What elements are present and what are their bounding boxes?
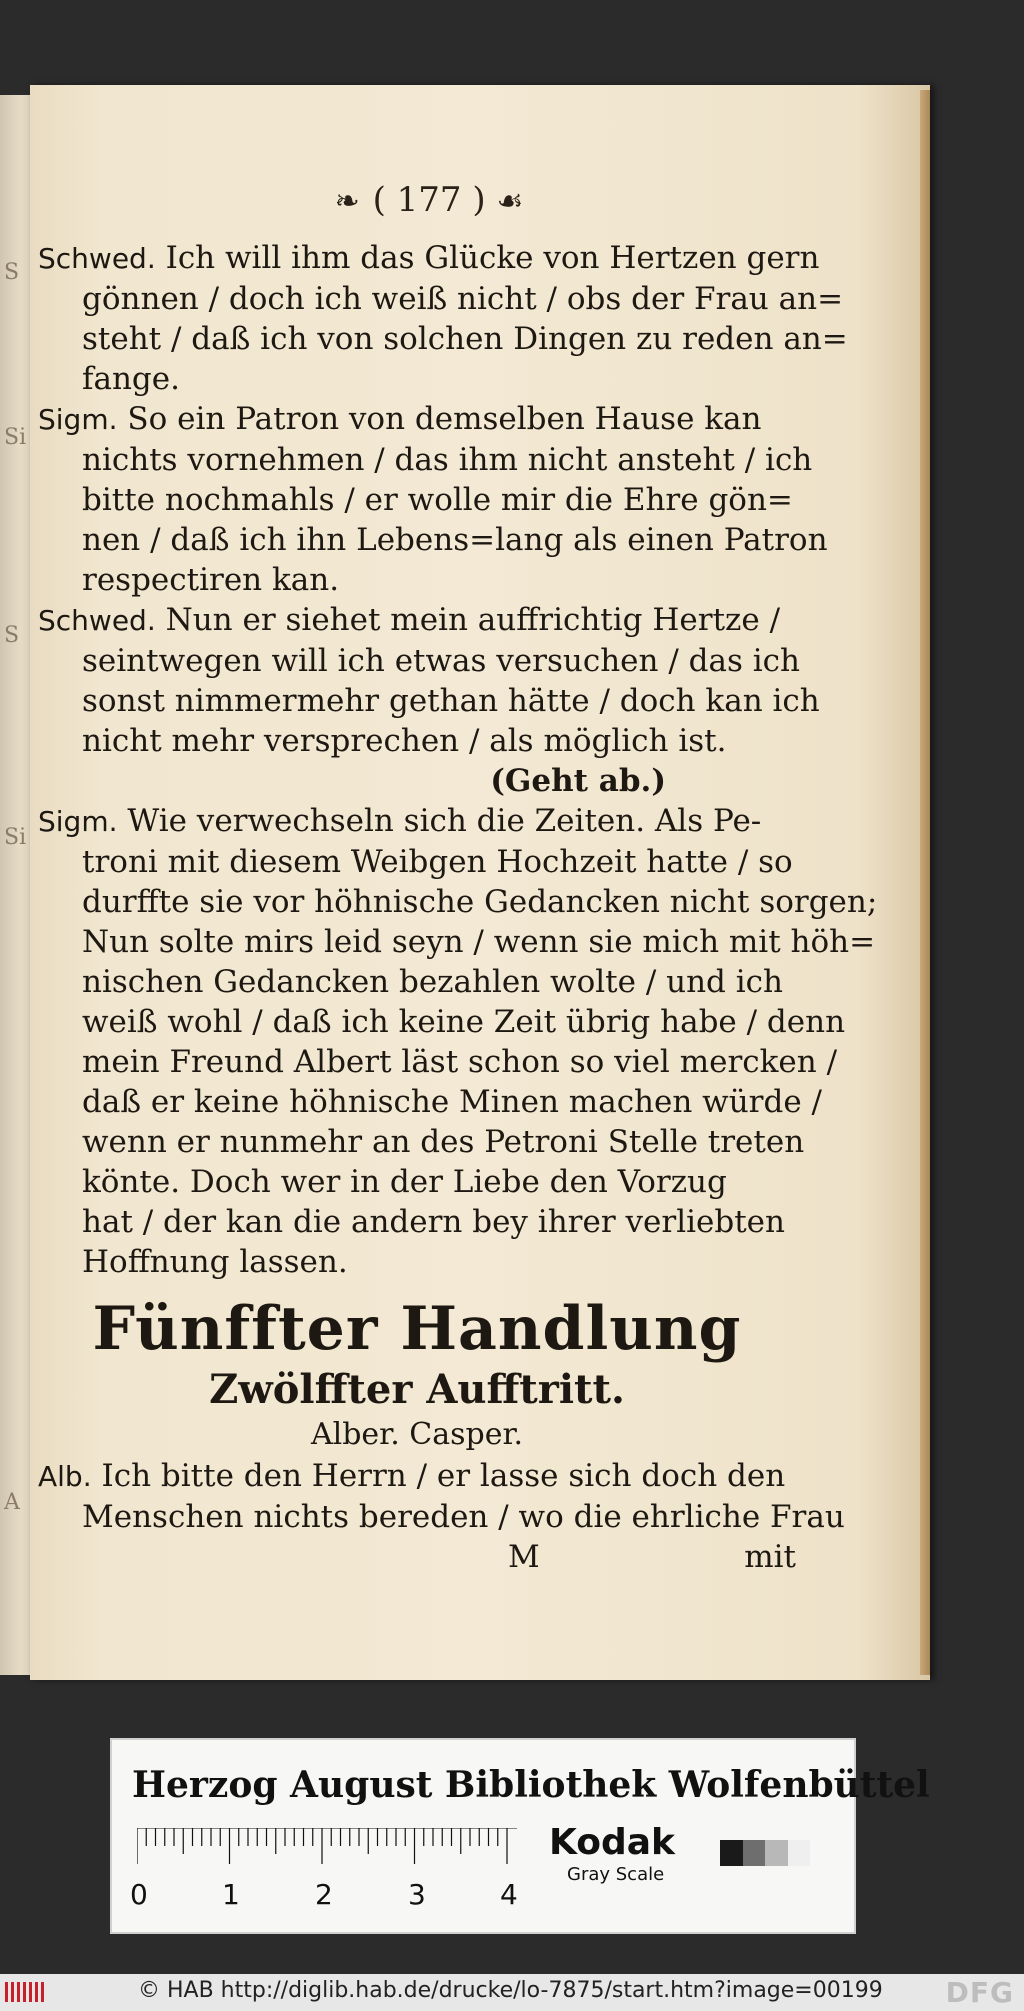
speaker-label: Sigm. <box>38 805 118 838</box>
text-line: nen / daß ich ihn Lebens=lang als einen Patron <box>82 522 828 558</box>
text-line: sonst nimmermehr gethan hätte / doch kan ich <box>82 683 820 719</box>
scene-title: Zwölffter Aufftritt. <box>209 1366 625 1413</box>
speech <box>38 801 878 1282</box>
signature-mark: M <box>508 1539 540 1575</box>
prev-page-fragment: Si <box>4 825 27 850</box>
page-edge <box>920 90 930 1675</box>
text-line: steht / daß ich von solchen Dingen zu reden an= <box>82 321 848 357</box>
footer-bar <box>0 1974 1024 2011</box>
text-line: könte. Doch wer in der Liebe den Vorzug <box>82 1164 727 1200</box>
speech <box>38 238 848 399</box>
text-line: Ich will ihm das Glücke von Hertzen gern <box>165 240 820 276</box>
gray-swatch <box>720 1840 810 1866</box>
kodak-logo: Kodak <box>549 1822 675 1863</box>
text-line: troni mit diesem Weibgen Hochzeit hatte / so <box>82 844 793 880</box>
speech <box>38 1456 845 1537</box>
text-line: weiß wohl / daß ich keine Zeit übrig habe / denn <box>82 1004 846 1040</box>
color-calibration-card <box>110 1738 930 1934</box>
previous-page-edge <box>0 95 34 1675</box>
swatch-patch <box>765 1840 788 1866</box>
text-line: bitte nochmahls / er wolle mir die Ehre gön= <box>82 482 793 518</box>
text-line: Wie verwechseln sich die Zeiten. Als Pe- <box>127 803 762 839</box>
text-line: hat / der kan die andern bey ihrer verliebten <box>82 1204 785 1240</box>
prev-page-fragment: A <box>4 1490 20 1515</box>
text-line: nichts vornehmen / das ihm nicht ansteht / ich <box>82 442 813 478</box>
stage-direction: (Geht ab.) <box>490 763 666 799</box>
hab-logo-icon <box>4 1980 46 2004</box>
text-line: Ich bitte den Herrn / er lasse sich doch den <box>101 1458 786 1494</box>
speaker-label: Schwed. <box>38 604 156 637</box>
swatch-patch <box>720 1840 743 1866</box>
text-line: Hoffnung lassen. <box>82 1244 348 1280</box>
text-line: seintwegen will ich etwas versuchen / das ich <box>82 643 800 679</box>
text-line: Menschen nichts bereden / wo die ehrliche Frau <box>82 1499 845 1535</box>
text-line: gönnen / doch ich weiß nicht / obs der Frau an= <box>82 281 844 317</box>
gray-scale-label: Gray Scale <box>567 1864 665 1885</box>
catchword: mit <box>744 1539 796 1575</box>
text-line: respectiren kan. <box>82 562 340 598</box>
text-line: Nun er siehet mein auffrichtig Hertze / <box>165 602 781 638</box>
text-line: durffte sie vor höhnische Gedancken nicht sorgen; <box>82 884 878 920</box>
page-text <box>38 238 878 1577</box>
act-title: Fünffter Handlung <box>92 1294 742 1364</box>
ruler-label: 3 <box>408 1878 426 1911</box>
scale-ruler <box>137 1828 517 1864</box>
speech <box>38 600 820 801</box>
page-number: ( 177 ) <box>372 180 486 220</box>
library-title: Herzog August Bibliothek Wolfenbüttel <box>132 1764 930 1806</box>
scene-persons: Alber. Casper. <box>310 1417 524 1452</box>
page-footer-marks <box>38 1537 796 1577</box>
speaker-label: Alb. <box>38 1460 92 1493</box>
dfg-logo: DFG <box>945 1976 1014 2009</box>
prev-page-fragment: Si <box>4 425 27 450</box>
speaker-label: Sigm. <box>38 403 118 436</box>
ruler-labels <box>130 1878 530 1914</box>
ornament-right-icon: ☙ <box>496 184 526 219</box>
text-line: nicht mehr versprechen / als möglich ist. <box>82 723 727 759</box>
speaker-label: Schwed. <box>38 242 156 275</box>
prev-page-fragment: S <box>4 623 20 648</box>
text-line: So ein Patron von demselben Hause kan <box>127 401 762 437</box>
text-line: fange. <box>82 361 180 397</box>
swatch-patch <box>743 1840 766 1866</box>
copyright-link[interactable]: © HAB http://diglib.hab.de/drucke/lo-7875/start.htm?image=00199 <box>138 1978 883 2003</box>
text-line: mein Freund Albert läst schon so viel mercken / <box>82 1044 838 1080</box>
ruler-label: 2 <box>315 1878 333 1911</box>
page-header <box>280 180 580 230</box>
text-line: wenn er nunmehr an des Petroni Stelle treten <box>82 1124 805 1160</box>
text-line: Nun solte mirs leid seyn / wenn sie mich mit höh= <box>82 924 876 960</box>
speech <box>38 399 828 600</box>
text-line: daß er keine höhnische Minen machen würde / <box>82 1084 822 1120</box>
prev-page-fragment: S <box>4 260 20 285</box>
ruler-label: 0 <box>130 1878 148 1911</box>
text-line: nischen Gedancken bezahlen wolte / und ich <box>82 964 783 1000</box>
ruler-label: 1 <box>222 1878 240 1911</box>
ruler-label: 4 <box>500 1878 518 1911</box>
swatch-patch <box>788 1840 811 1866</box>
ornament-left-icon: ❧ <box>334 184 362 219</box>
